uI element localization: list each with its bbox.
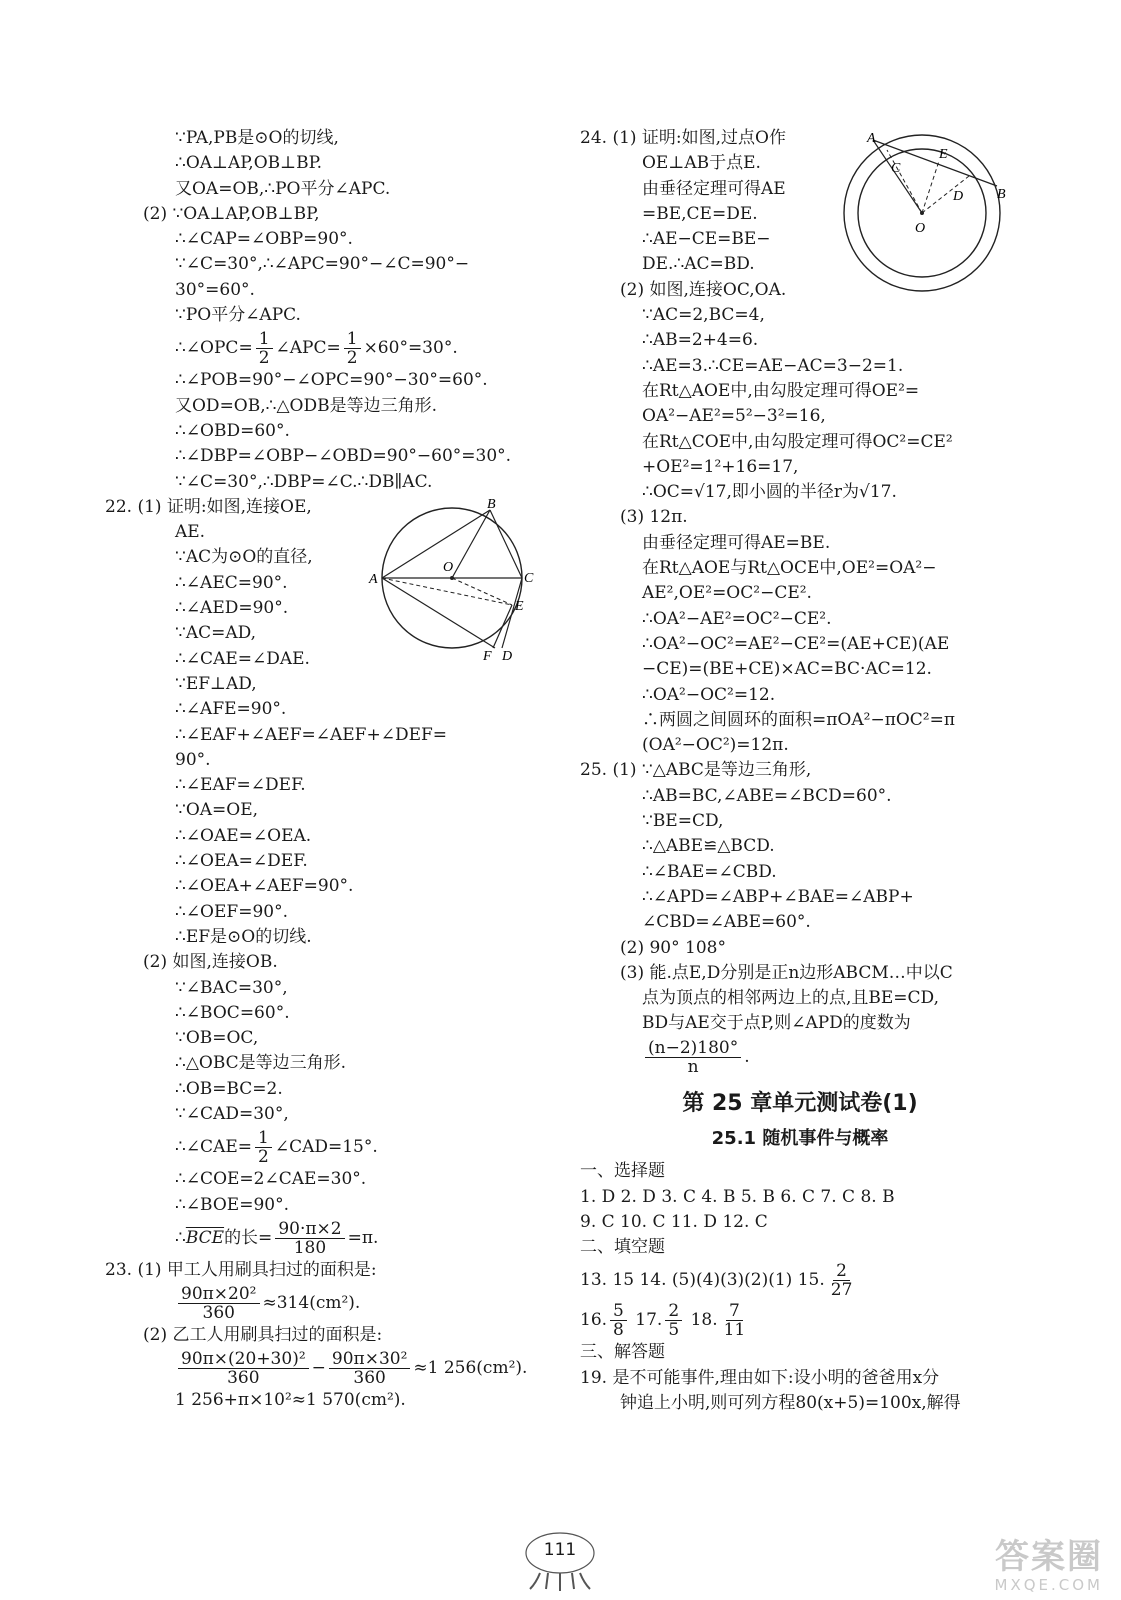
watermark-text: 答案圈 — [995, 1537, 1103, 1577]
text-line: ∴OA²−OC²=AE²−CE²=(AE+CE)(AE — [642, 633, 950, 654]
text-line: ∴∠BOE=90°. — [175, 1194, 289, 1215]
part-3-label: (3) 能.点E,D分别是正n边形ABCM…中以C — [620, 962, 953, 983]
text-line: AE. — [175, 522, 206, 543]
part-2-label: (2) 90° 108° — [620, 937, 726, 958]
solution-heading: 三、解答题 — [580, 1342, 665, 1363]
text-line: 点为顶点的相邻两边上的点,且BE=CD, — [642, 988, 939, 1009]
text-line: ∴∠OAE=∠OEA. — [175, 825, 312, 846]
figure-24-rings — [835, 128, 1025, 298]
text-line: ∵AC为⊙O的直径, — [175, 547, 313, 568]
formula-line-cae: ∴∠CAE= $\frac{1}{2}$ ∠CAD=15°. — [175, 1128, 378, 1168]
label-B: B — [487, 498, 496, 512]
text-line: ∴EF是⊙O的切线. — [175, 926, 312, 947]
fraction-15: $\frac{2}{27}$ — [830, 1261, 853, 1301]
part-2-label: (2) ∵OA⊥AP,OB⊥BP, — [143, 203, 320, 224]
text-line: ∴∠OEA=∠DEF. — [175, 851, 308, 872]
label-A: A — [867, 131, 876, 146]
label-D: D — [502, 649, 513, 664]
question-22-heading: 22. (1) 证明:如图,连接OE, — [105, 496, 312, 517]
text-line: (OA²−OC²)=12π. — [642, 735, 789, 756]
part-2-label: (2) 如图,连接OC,OA. — [620, 279, 787, 300]
formula-line-q25: $\frac{(n-2)180^\circ}{n}$ . — [580, 1037, 1020, 1077]
formula-line-opc: ∴∠OPC= $\frac{1}{2}$ ∠APC= $\frac{1}{2}$ ×60°=30°. — [175, 329, 458, 369]
text-line: ∴△ABE≌△BCD. — [642, 836, 775, 857]
text-line: ∴∠POB=90°−∠OPC=90°−30°=60°. — [175, 370, 488, 391]
question-24-heading: 24. (1) 证明:如图,过点O作 — [580, 128, 786, 148]
text-line: ∴AB=BC,∠ABE=∠BCD=60°. — [642, 785, 892, 806]
text-line: ∴∠BAE=∠CBD. — [642, 861, 777, 882]
text-line: ∴∠EAF+∠AEF=∠AEF+∠DEF= — [175, 724, 448, 745]
watermark-url: MXQE.COM — [994, 1576, 1103, 1594]
text-line: OA²−AE²=5²−3²=16, — [642, 406, 826, 427]
text-line: AE²,OE²=OC²−CE². — [642, 583, 812, 604]
figure-22-circle — [365, 498, 555, 668]
label-E: E — [939, 147, 948, 162]
text-line: ∵PO平分∠APC. — [175, 305, 301, 326]
text-line: ∴OA²−AE²=OC²−CE². — [642, 608, 832, 629]
fraction-16: $\frac{5}{8}$ — [610, 1302, 627, 1339]
answer-line: 9. C 10. C 11. D 12. C — [580, 1211, 768, 1232]
text-line: 30°=60°. — [175, 279, 255, 300]
text-line: 又OA=OB,∴PO平分∠APC. — [175, 178, 391, 199]
text-line: ∵∠CAD=30°, — [175, 1103, 289, 1124]
part-3-label: (3) 12π. — [620, 507, 688, 528]
label-D: D — [953, 189, 964, 204]
text-line: 由垂径定理可得AE=BE. — [642, 532, 831, 553]
label-A: A — [369, 572, 378, 587]
text-line: =BE,CE=DE. — [642, 203, 758, 224]
text-line: ∴∠BOC=60°. — [175, 1002, 290, 1023]
fraction-half: $\frac{1}{2}$ — [255, 1129, 272, 1166]
left-column — [105, 126, 550, 1414]
text-line: ∵AC=2,BC=4, — [642, 305, 765, 326]
answer-line: 1. D 2. D 3. C 4. B 5. B 6. C 7. C 8. B — [580, 1186, 895, 1207]
text-line: ∴∠AED=90°. — [175, 598, 289, 619]
text-line: ∠CBD=∠ABE=60°. — [642, 912, 811, 933]
text-line: 在Rt△AOE中,由勾股定理可得OE²= — [642, 380, 920, 401]
text-line: 由垂径定理可得AE — [642, 178, 786, 199]
text-line: ∴OA⊥AP,OB⊥BP. — [175, 153, 322, 174]
text-line: ∴∠OBD=60°. — [175, 420, 290, 441]
text-line: ∴∠CAP=∠OBP=90°. — [175, 229, 353, 250]
text-line: ∵∠BAC=30°, — [175, 977, 288, 998]
text-line: BD与AE交于点P,则∠APD的度数为 — [642, 1013, 911, 1034]
text-line: ∴∠EAF=∠DEF. — [175, 775, 306, 796]
formula-line-q23-2: $\frac{\text{90π×(20+30)²}}{360}$ − $\frac{\text{90π×30²}}{360}$ ≈1 256(cm²). — [105, 1348, 550, 1388]
text-line: ∵AC=AD, — [175, 623, 257, 644]
text-line: ∵∠C=30°,∴DBP=∠C.∴DB∥AC. — [175, 471, 433, 492]
label-O: O — [915, 221, 926, 236]
text-line: ∵PA,PB是⊙O的切线, — [175, 128, 339, 148]
text-line: ∴∠OEA+∠AEF=90°. — [175, 876, 354, 897]
text-line: OE⊥AB于点E. — [642, 153, 761, 174]
text-line: 在Rt△COE中,由勾股定理可得OC²=CE² — [642, 431, 953, 452]
question-25-heading: 25. (1) ∵△ABC是等边三角形, — [580, 760, 812, 781]
fraction-arc: $\frac{90\cdot\pi\times 2}{180}$ — [275, 1220, 344, 1257]
watermark-logo — [873, 1538, 1103, 1596]
text-line: 在Rt△AOE与Rt△OCE中,OE²=OA²− — [642, 558, 937, 579]
text-line: ∴∠APD=∠ABP+∠BAE=∠ABP+ — [642, 886, 914, 907]
text-line: ∴∠OEF=90°. — [175, 901, 288, 922]
text-line: −CE)=(BE+CE)×AC=BC·AC=12. — [642, 659, 932, 680]
label-F: F — [483, 649, 492, 664]
section-title: 25.1 随机事件与概率 — [711, 1127, 889, 1149]
fill-blank-heading: 二、填空题 — [580, 1237, 665, 1258]
question-19-line: 钟追上小明,则可列方程80(x+5)=100x,解得 — [620, 1393, 961, 1414]
page-number-ornament — [500, 1525, 620, 1595]
text-line: ∴两圆之间圆环的面积=πOA²−πOC²=π — [642, 709, 956, 730]
formula-line-arc: $\therefore\overline{BCE}$的长= $\frac{90\cdot\pi\times 2}{180}$ =π. — [175, 1218, 379, 1258]
text-line: DE.∴AC=BD. — [642, 254, 755, 275]
fraction-half: $\frac{1}{2}$ — [256, 330, 273, 367]
label-E: E — [515, 599, 524, 614]
fraction-q23-2: $\frac{\text{90π×(20+30)²}}{360}$ — [178, 1350, 309, 1387]
fill-answer-line: 13. 15 14. (5)(4)(3)(2)(1) 15. $\frac{2}{27}$ — [580, 1260, 1020, 1300]
fraction-17: $\frac{2}{5}$ — [665, 1302, 682, 1339]
text-line: 又OD=OB,∴△ODB是等边三角形. — [175, 395, 437, 416]
text-line: ∴∠AEC=90°. — [175, 572, 288, 593]
fraction-18: $\frac{7}{11}$ — [723, 1301, 746, 1341]
part-2-label: (2) 乙工人用刷具扫过的面积是: — [143, 1325, 383, 1346]
text-line: ∵EF⊥AD, — [175, 673, 257, 694]
fill-answer-line: 16. $\frac{5}{8}$ 17. $\frac{2}{5}$ 18. $\frac{7}{11}$ — [580, 1300, 1020, 1340]
text-line: ∴AB=2+4=6. — [642, 330, 759, 351]
label-B: B — [997, 187, 1006, 202]
label-C: C — [891, 161, 901, 176]
fraction-q23-3: $\frac{\text{90π×30²}}{360}$ — [329, 1350, 411, 1387]
text-line: ∴OA²−OC²=12. — [642, 684, 776, 705]
chapter-title: 第 25 章单元测试卷(1) — [682, 1090, 918, 1116]
text-line: ∴∠AFE=90°. — [175, 699, 287, 720]
text-line: ∴OC=√17,即小圆的半径r为√17. — [642, 482, 897, 503]
text-line: 1 256+π×10²≈1 570(cm²). — [175, 1390, 406, 1411]
text-line: ∴∠DBP=∠OBP−∠OBD=90°−60°=30°. — [175, 446, 512, 467]
text-line: ∴△OBC是等边三角形. — [175, 1053, 347, 1074]
text-line: ∵∠C=30°,∴∠APC=90°−∠C=90°− — [175, 254, 470, 275]
text-line: ∴AE−CE=BE− — [642, 229, 771, 250]
text-line: ∵BE=CD, — [642, 811, 724, 832]
text-line: ∴∠COE=2∠CAE=30°. — [175, 1169, 367, 1190]
part-2-label: (2) 如图,连接OB. — [143, 952, 278, 973]
page-number: 111 — [543, 1540, 577, 1560]
question-19-line: 19. 是不可能事件,理由如下:设小明的爸爸用x分 — [580, 1367, 940, 1388]
fraction-q23-1: $\frac{\text{90π×20²}}{360}$ — [178, 1285, 260, 1322]
label-O: O — [443, 560, 454, 575]
right-column — [580, 126, 1020, 1416]
formula-line-q23-1: $\frac{\text{90π×20²}}{360}$ ≈314(cm²). — [105, 1283, 550, 1323]
text-line: ∴∠CAE=∠DAE. — [175, 648, 310, 669]
text-line: +OE²=1²+16=17, — [642, 456, 799, 477]
arc-label: $\overline{BCE}$ — [185, 1227, 225, 1248]
text-line: ∵OA=OE, — [175, 800, 259, 821]
text-line: 90°. — [175, 749, 211, 770]
fraction-half: $\frac{1}{2}$ — [344, 330, 361, 367]
label-C: C — [524, 571, 534, 586]
text-line: ∵OB=OC, — [175, 1028, 259, 1049]
text-line: ∴OB=BC=2. — [175, 1078, 283, 1099]
question-23-heading: 23. (1) 甲工人用刷具扫过的面积是: — [105, 1259, 377, 1280]
text-line: ∴AE=3.∴CE=AE−AC=3−2=1. — [642, 355, 904, 376]
multiple-choice-heading: 一、选择题 — [580, 1161, 665, 1182]
fraction-q25: $\frac{(n-2)180^\circ}{n}$ — [645, 1039, 741, 1076]
